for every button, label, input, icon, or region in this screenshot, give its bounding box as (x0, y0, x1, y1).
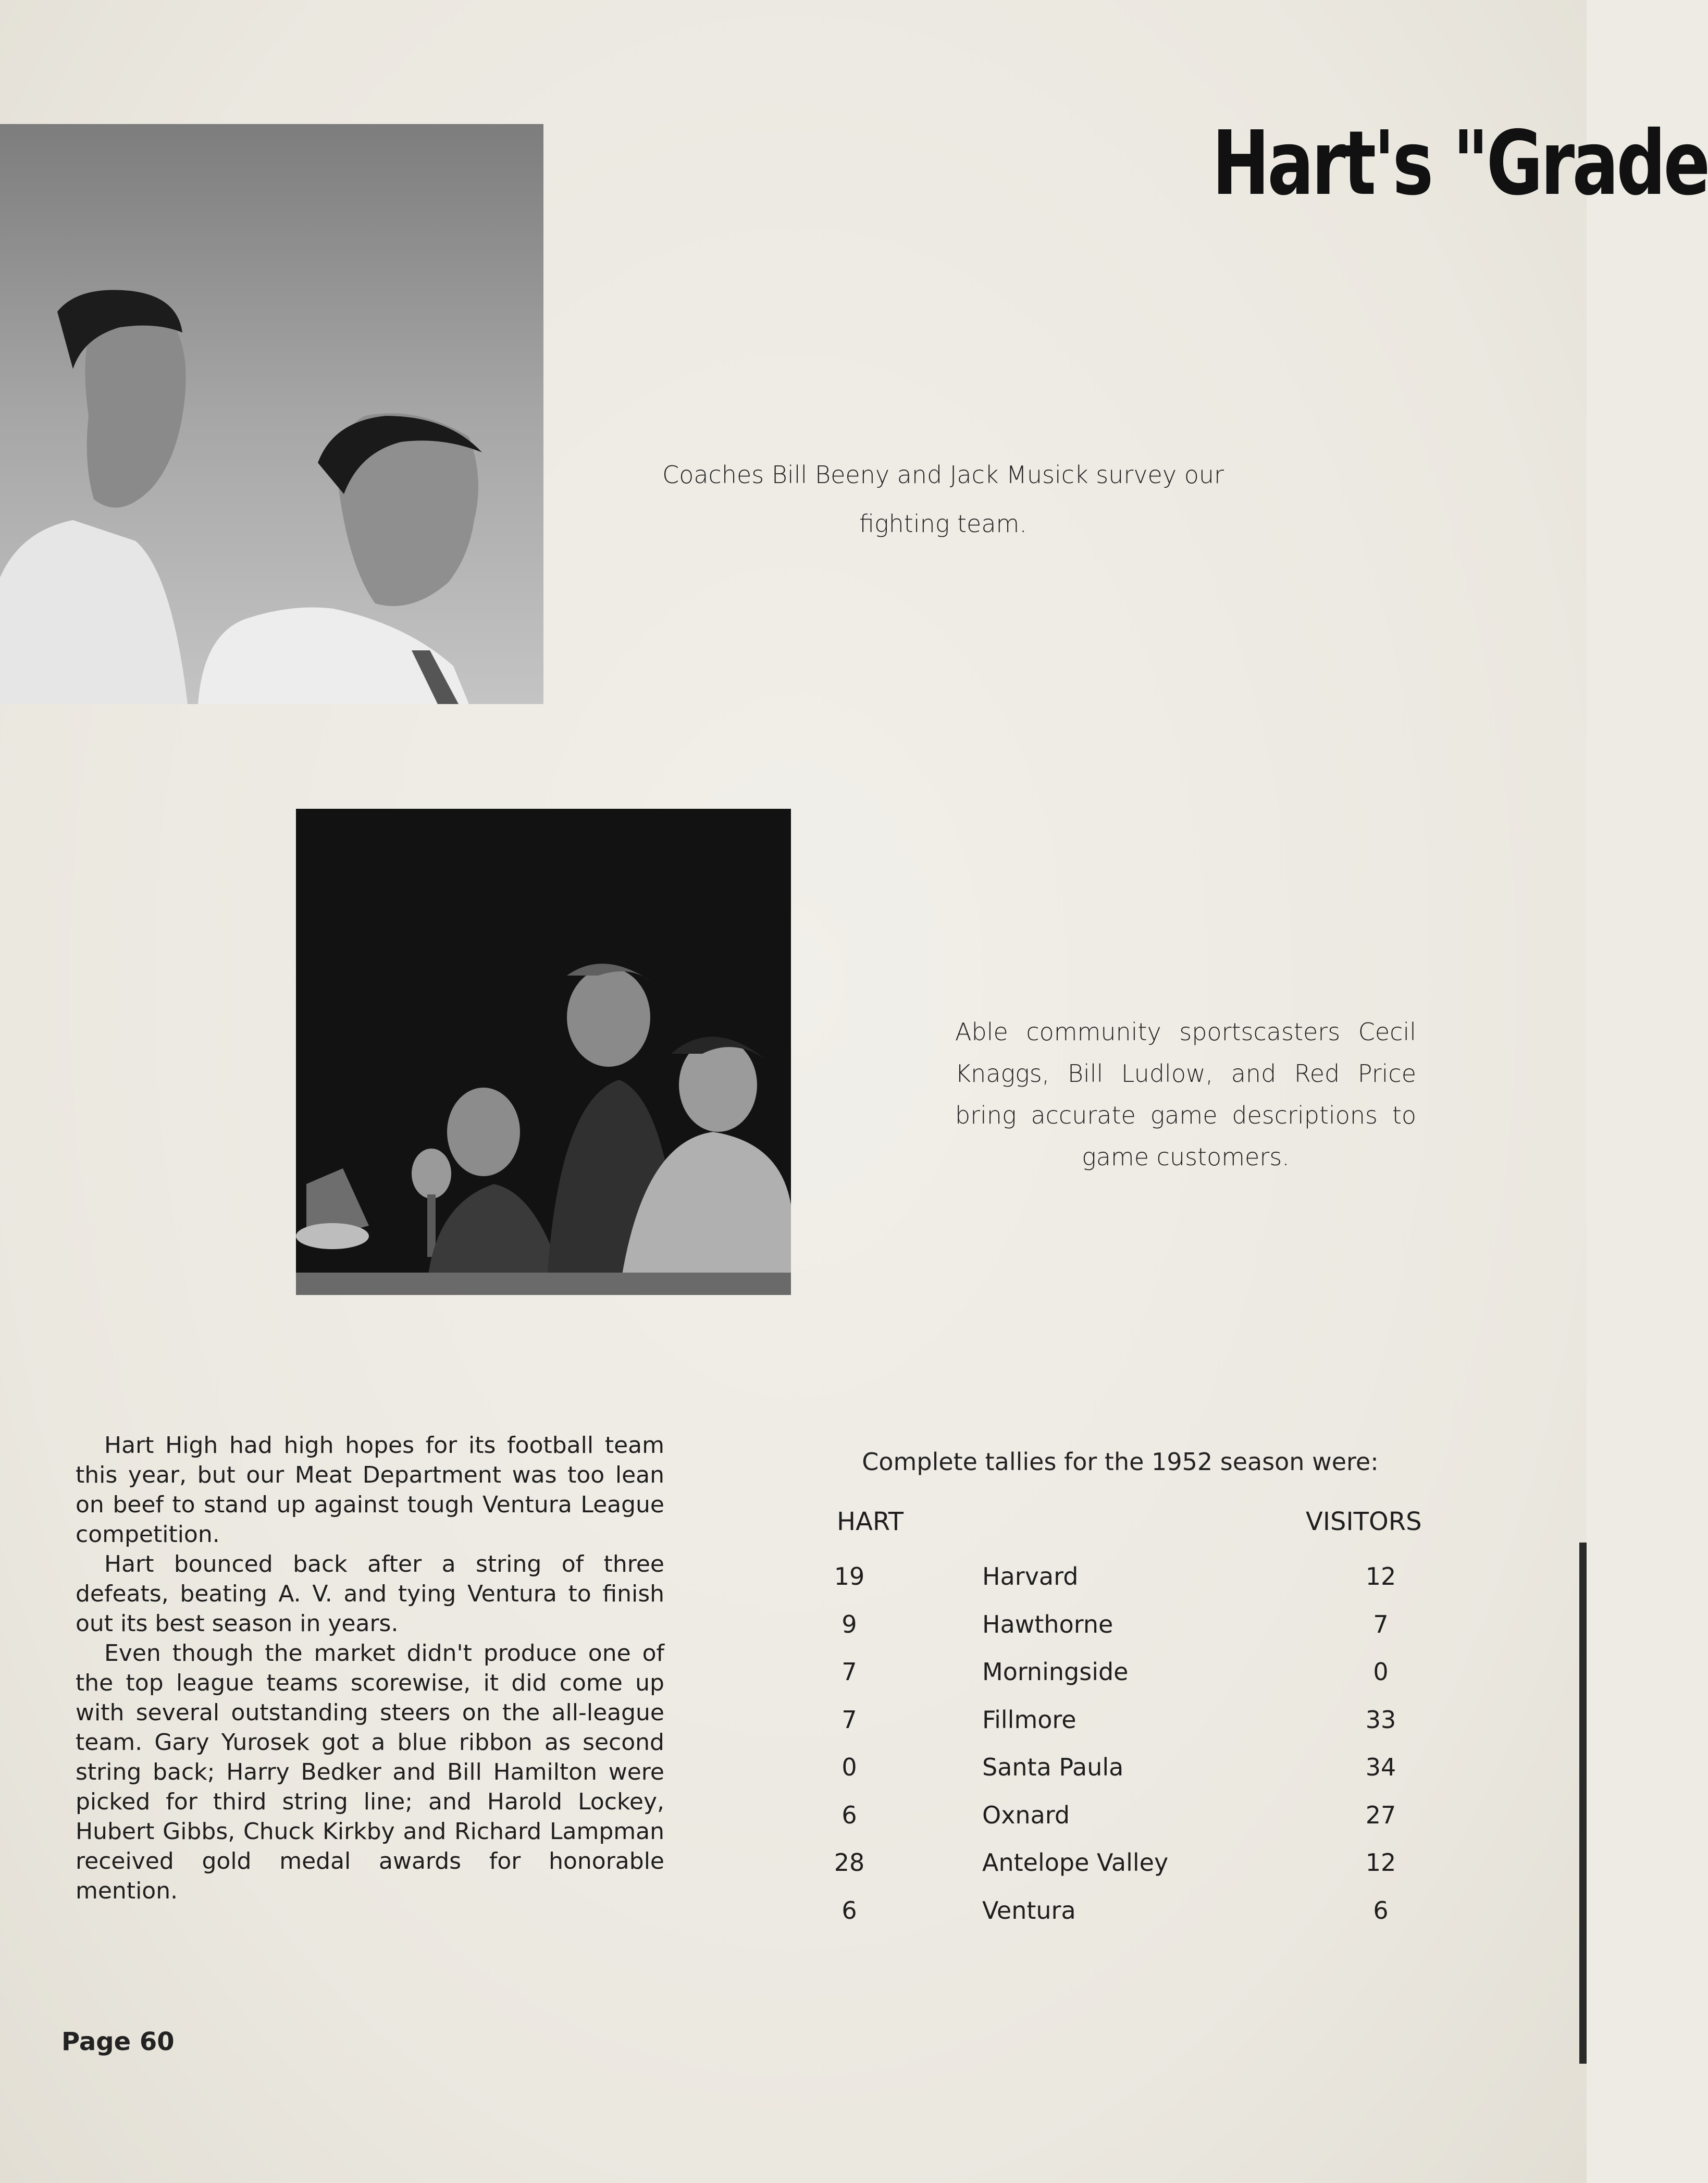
page-title: Hart's "Grade (1212, 112, 1708, 215)
opponent-name: Antelope Valley (982, 1848, 1169, 1877)
tally-row (813, 1848, 1417, 1896)
opponent-name: Ventura (982, 1896, 1076, 1925)
opponent-name: Hawthorne (982, 1610, 1113, 1638)
article-paragraph: Hart High had high hopes for its football team this year, but our Meat Department was too lean on beef to stand up against tough Ventura League competition. (76, 1432, 664, 1548)
visitors-score: 7 (1373, 1610, 1389, 1638)
page-edge-marker (1579, 1543, 1587, 2064)
article-paragraph: Hart bounced back after a string of three defeats, beating A. V. and tying Ventura to finish out its best season in years. (76, 1551, 664, 1637)
opponent-name: Harvard (982, 1562, 1079, 1590)
hart-score: 28 (834, 1848, 865, 1877)
hart-score: 6 (841, 1800, 857, 1829)
tally-row (813, 1706, 1417, 1754)
opponent-name: Santa Paula (982, 1753, 1124, 1781)
tally-intro: Complete tallies for the 1952 season were: (862, 1448, 1379, 1476)
opponent-name: Fillmore (982, 1705, 1076, 1734)
tally-table (813, 1562, 1417, 1944)
opponent-name: Oxnard (982, 1800, 1070, 1829)
hart-score: 7 (841, 1705, 857, 1734)
visitors-score: 12 (1365, 1562, 1396, 1590)
tally-header-visitors: VISITORS (1306, 1507, 1422, 1536)
coaches-caption: Coaches Bill Beeny and Jack Musick survey our fighting team. (662, 461, 1224, 538)
article-paragraph: Even though the market didn't produce one of the top league teams scorewise, it did come up with several outstanding steers on the all-league team. Gary Yurosek got a blue ribbon as second string back; Harry Bedker and Bill Hamilton were picked for third string line; and Harold Lockey, Hubert Gibbs, Chuck Kirkby and Richard Lampman received gold medal awards for honorable mention. (76, 1640, 664, 1904)
tally-header-hart: HART (837, 1507, 904, 1536)
visitors-score: 34 (1365, 1753, 1396, 1781)
visitors-score: 33 (1365, 1705, 1396, 1734)
tally-row (813, 1562, 1417, 1610)
visitors-score: 6 (1373, 1896, 1389, 1925)
visitors-score: 12 (1365, 1848, 1396, 1877)
coaches-photo (0, 124, 543, 704)
visitors-score: 0 (1373, 1658, 1389, 1686)
page-number: Page 60 (61, 2027, 175, 2056)
tally-row (813, 1658, 1417, 1706)
tally-row (813, 1896, 1417, 1944)
hart-score: 0 (841, 1753, 857, 1781)
hart-score: 7 (841, 1658, 857, 1686)
coaches-photo-graphic (0, 124, 543, 704)
sportscasters-caption: Able community sportscasters Cecil Knaggs, Bill Ludlow, and Red Price bring accurate game descriptions to game customers. (955, 1018, 1416, 1171)
sportscasters-photo-graphic (296, 809, 791, 1295)
tally-row (813, 1801, 1417, 1849)
tally-row (813, 1753, 1417, 1801)
tally-row (813, 1610, 1417, 1658)
visitors-score: 27 (1365, 1800, 1396, 1829)
hart-score: 19 (834, 1562, 865, 1590)
hart-score: 6 (841, 1896, 857, 1925)
article-body (76, 1430, 664, 1906)
opponent-name: Morningside (982, 1658, 1129, 1686)
sportscasters-photo (296, 809, 791, 1295)
hart-score: 9 (841, 1610, 857, 1638)
